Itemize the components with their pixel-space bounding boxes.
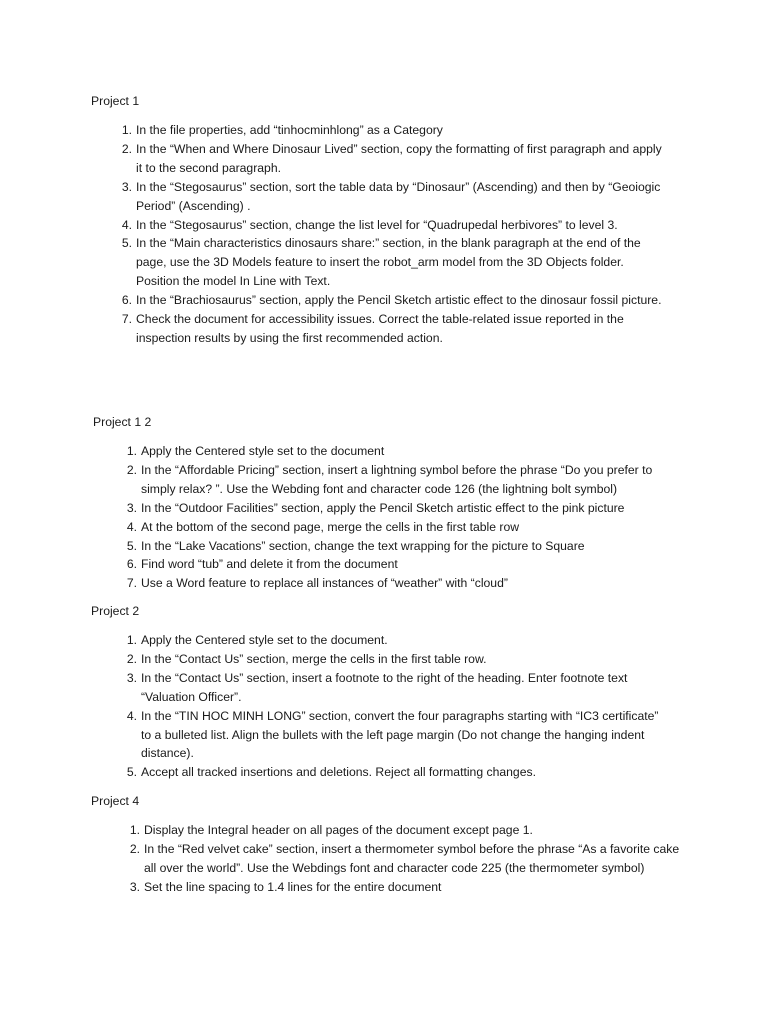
list-item [121,140,664,178]
item-number: 2. [129,841,140,856]
item-text: In the “Red velvet cake” section, insert a thermometer symbol before the phrase “As a favorite cake all over the world”. Use the Webdings font and character code 225 (the thermometer symbol) [144,841,680,875]
item-number: 4. [126,519,137,534]
item-text: In the “Outdoor Facilities” section, apply the Pencil Sketch artistic effect to the pink picture [141,500,625,515]
item-number: 1. [126,633,137,647]
item-number: 4. [126,708,137,723]
item-text: Accept all tracked insertions and deletions. Reject all formatting changes. [141,765,536,780]
item-text: In the “Contact Us” section, merge the cells in the first table row. [141,651,487,666]
task-list-project-1 [121,121,664,348]
item-text: Find word “tub” and delete it from the document [141,557,398,572]
list-item [121,216,664,235]
list-item [126,555,671,574]
section-title-project-1: Project 1 [91,94,140,108]
item-text: In the “When and Where Dinosaur Lived” section, copy the formatting of first paragraph and apply it to the second paragraph. [136,141,662,175]
list-item [126,669,663,707]
list-item [121,310,664,348]
item-number: 7. [121,312,132,327]
item-number: 3. [129,879,140,894]
item-text: Display the Integral header on all pages of the document except page 1. [144,823,533,837]
list-item [126,461,671,499]
item-text: In the “Contact Us” section, insert a footnote to the right of the heading. Enter footnote text “Valuation Officer”. [141,670,628,704]
list-item [129,878,680,897]
list-item [126,442,671,461]
task-list-project-4 [129,821,680,897]
item-number: 1. [129,823,140,837]
list-item [121,178,664,216]
section-title-project-4: Project 4 [91,794,140,808]
list-item [126,499,671,518]
list-item [126,763,663,782]
list-item [129,840,680,878]
item-number: 5. [126,765,137,780]
item-number: 6. [121,293,132,308]
item-number: 5. [126,538,137,553]
item-number: 3. [126,670,137,685]
task-list-project-2 [126,631,663,782]
item-text: Apply the Centered style set to the document. [141,633,388,647]
list-item [126,537,671,556]
item-number: 3. [126,500,137,515]
list-item [126,650,663,669]
list-item [126,518,671,537]
item-text: Check the document for accessibility issues. Correct the table-related issue reported in the inspection results by using the first recommended action. [136,312,624,345]
item-text: At the bottom of the second page, merge the cells in the first table row [141,519,520,534]
list-item [126,631,663,650]
item-number: 6. [126,557,137,572]
item-text: In the “Brachiosaurus” section, apply the Pencil Sketch artistic effect to the dinosaur fossil picture. [136,293,662,308]
item-text: Apply the Centered style set to the document [141,444,385,458]
item-number: 7. [126,576,137,591]
list-item [126,574,671,593]
item-number: 2. [126,462,137,477]
item-number: 4. [121,217,132,232]
item-text: In the “Stegosaurus” section, sort the table data by “Dinosaur” (Ascending) and then by “Geoiogic Period” (Ascending) . [136,179,661,213]
list-item [126,707,663,764]
item-number: 1. [126,444,137,458]
list-item [129,821,680,840]
item-text: In the “Affordable Pricing” section, insert a lightning symbol before the phrase “Do you prefer to simply relax? ”. Use the Webding font and character code 126 (the lightning bolt symbol) [141,462,653,496]
item-text: Set the line spacing to 1.4 lines for the entire document [144,879,442,894]
item-text: In the “Lake Vacations” section, change the text wrapping for the picture to Square [141,538,585,553]
item-text: In the “TIN HOC MINH LONG” section, convert the four paragraphs starting with “IC3 certificate” to a bulleted list. Align the bullets with the left page margin (Do not change the hanging indent distance). [141,708,659,761]
list-item [121,234,664,291]
item-number: 2. [126,651,137,666]
item-number: 2. [121,141,132,156]
item-number: 1. [121,123,132,137]
item-text: In the “Main characteristics dinosaurs share:” section, in the blank paragraph at the end of the page, use the 3D Models feature to insert the robot_arm model from the 3D Objects folder. Position the model In Line with Text. [136,236,641,289]
task-list-project-1-2 [126,442,671,593]
section-title-project-2: Project 2 [91,604,140,618]
item-number: 3. [121,179,132,194]
section-title-project-1-2: Project 1 2 [93,415,152,429]
list-item [121,291,664,310]
item-text: In the “Stegosaurus” section, change the list level for “Quadrupedal herbivores” to level 3. [136,217,618,232]
list-item [121,121,664,140]
item-number: 5. [121,236,132,251]
item-text: Use a Word feature to replace all instances of “weather” with “cloud” [141,576,508,591]
item-text: In the file properties, add “tinhocminhlong” as a Category [136,123,443,137]
